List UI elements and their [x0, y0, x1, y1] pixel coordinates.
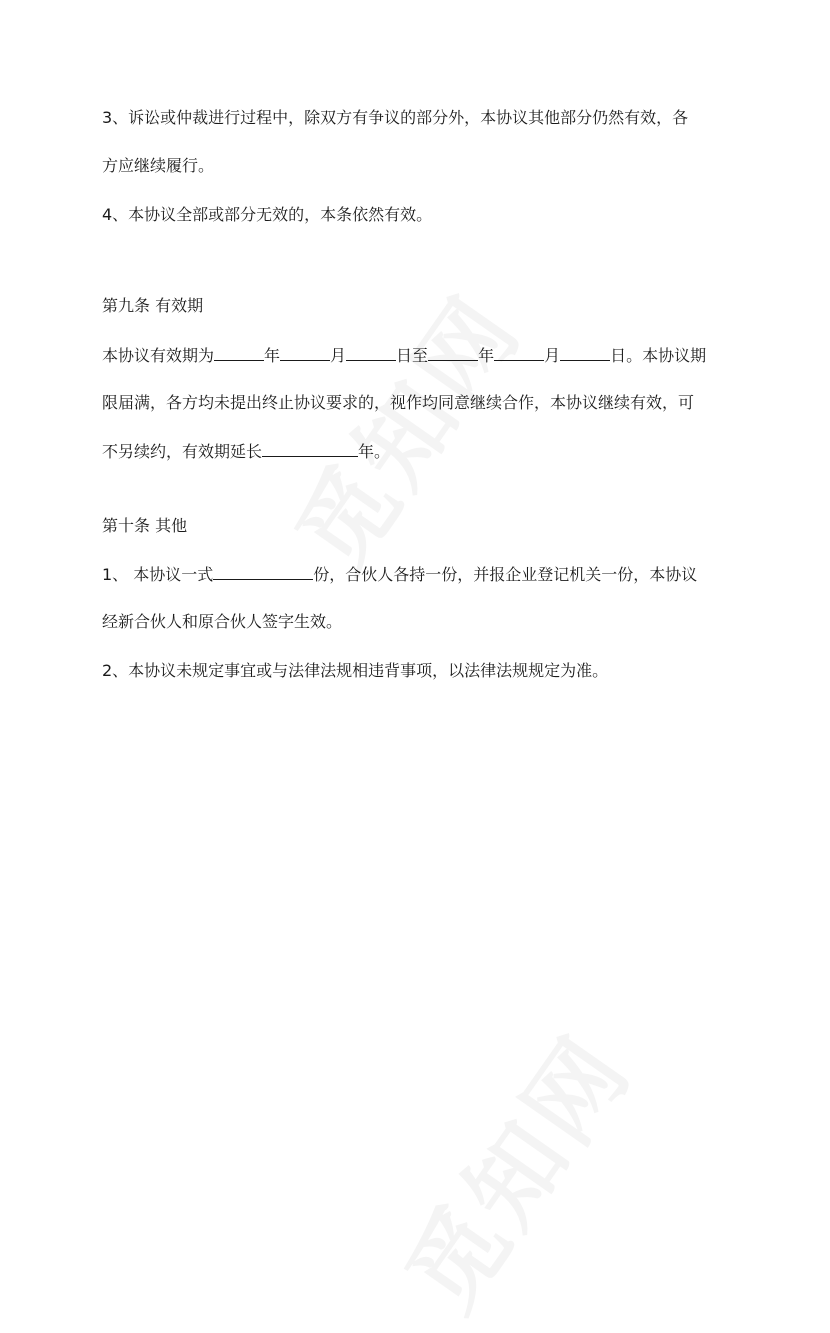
clause9-text: 年。 [358, 442, 391, 461]
clause9-text: 本协议有效期为 [102, 346, 215, 365]
blank-field [428, 345, 478, 361]
blank-field [213, 564, 313, 580]
clause9-text: 月 [544, 346, 561, 365]
watermark [259, 264, 547, 593]
clause9-text: 年 [478, 346, 495, 365]
clause9-text: 月 [330, 346, 347, 365]
clause10-heading: 第十条 其他 [102, 516, 188, 535]
blank-field [280, 345, 330, 361]
clause8-item3-line1: 3、诉讼或仲裁进行过程中，除双方有争议的部分外，本协议其他部分仍然有效，各 [102, 108, 689, 127]
watermark [369, 1004, 657, 1333]
clause9-text: 年 [264, 346, 281, 365]
blank-field [346, 345, 396, 361]
clause10-item1-line2: 经新合伙人和原合伙人签字生效。 [102, 612, 343, 631]
clause9-text: 日。本协议期 [610, 346, 707, 365]
clause9-line3 [102, 441, 390, 462]
blank-field [494, 345, 544, 361]
clause9-line2: 限届满，各方均未提出终止协议要求的，视作均同意继续合作，本协议继续有效，可 [102, 393, 695, 412]
clause9-heading: 第九条 有效期 [102, 296, 204, 315]
clause10-text: 1、 本协议一式 [102, 565, 214, 584]
blank-field [560, 345, 610, 361]
clause10-text: 份，合伙人各持一份，并报企业登记机关一份，本协议 [313, 565, 698, 584]
clause8-item3-line2: 方应继续履行。 [102, 156, 215, 175]
clause9-line1 [102, 345, 706, 366]
blank-field [262, 441, 358, 457]
blank-field [214, 345, 264, 361]
clause10-item1-line1 [102, 564, 697, 585]
clause8-item4: 4、本协议全部或部分无效的，本条依然有效。 [102, 205, 433, 224]
clause10-item2: 2、本协议未规定事宜或与法律法规相违背事项，以法律法规规定为准。 [102, 661, 609, 680]
clause9-text: 日至 [396, 346, 429, 365]
clause9-text: 不另续约，有效期延长 [102, 442, 263, 461]
